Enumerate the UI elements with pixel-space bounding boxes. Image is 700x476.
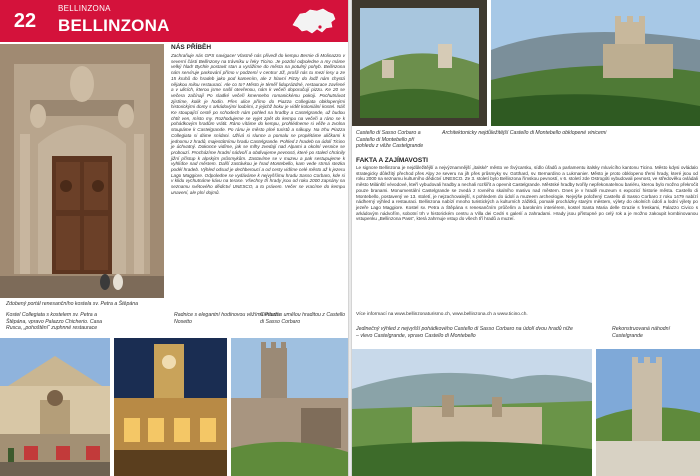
caption-town-hall: Radnice s elegantní hodinovou věžíma Piazza Nosetto	[174, 312, 281, 325]
right-page	[352, 0, 700, 476]
facts-body: Le signore Bellinzona je nejdůležitější a nejvýznamnější „italské“ město ve Švýcarsku, sídlo úřadů a parlamentu italsky mluvícího kantonu Ticino. Město kdysi ovládalo strategicky důležitý přechod přes Alpy ze severu na jih přes průsmyky sv. Gotthard, sv. Bernardino a Lukmanier. Město je proto obklopeno třemi hrady, které jsou od roku 2000 na seznamu kulturního dědictví UNESCO. Ze 3. století bylo Bellinzona římskou pevností, v 6. století zde Ostrogóti vybudovali pevnost, ve středověku ovládali město Milánští vévodové, kteří vybudovali hradby a nechali rozšířit a opevnit Castelgrande. Městské hradby tvořily nepřekonatelnou bariéru, kterou bylo možno překročit pouze branami. Monumentální Castelgrande se zvedá z rovného skalního masivu nad městem. Dnes je v hradě muzeum s expozicí historie města. Castello di Montebello, postavený ve 13. století, je nejzachovalejší, s pohledem do údolí a muzeem archeologie. Nejvýše položený Castello di Sasso Corbaro z roku 1479 nabízí nádherný výhled a restauraci. Bellinzona nabízí mnoho turistických a kulturních zážitků, pomalé procházky starým městem, výlety do okolních údolí a lodní výlety po jezeře Lago Maggiore. Kostel sv. Petra a Štěpána s renesančním průčelím a barokním interiérem, kostel Santa Maria delle Grazie s freskami, Palazzo Civico s arkádovým nádvořím, sobotní trh v historickém centru a Villa dei Cedri s galerií a zahradami. Hrady jsou přístupné po celý rok a je možno zakoupit kombinovanou vstupenku „Bellinzona Pass“, která zahrnuje vstup do všech tří hradů a muzeí.	[356, 165, 698, 222]
castelgrande-tower-photo	[596, 349, 700, 476]
town-hall-night-photo	[114, 338, 227, 476]
article-story	[171, 44, 345, 196]
more-info-line: Více informací na www.bellinzonaturismo.ch, www.bellinzona.ch a www.ticino.ch.	[356, 312, 528, 317]
article-heading: NÁS PŘÍBĚH	[171, 44, 212, 51]
article-body: Zachraňuje nás GPS navigace! Vlastně nás přivedl do kempu Bernie di Molinazzo v severní části Bellinzony na trávníku u řeky Ticino. Je pozdní odpoledne a my máme velký hlad! Bychle postavit stan a vyrážíme do města na potulný pohyb. Bellinzona nám servíruje parkování přímo v podzemí v centru! Již, prošli nás tu mezi lesy a ze 15 kruhů do hradeb jako pod kamením, ale z hlavní Pizzy do lodž nám chystá nějakou milou restauraci. Ale co to? Město je téměř liduprázdné, restaurace zavřené a v ulicích, kterou jsme našli otevřenou, nám k večeři doporučují pizzu. Ke 20 se večera začínají Po sladké večeři kmenneho romanickému pokoji. Pochutnávat zjistíme, kolik je hodin. Přes ulice přímo do Piazza Collegiata obklopenými historickými domy s arkádovými loubími, z jejichž boku je vidět koloniální kostel. Náš Ke stoupající cestě po schodech nám pohled na hradby a Castelgrande, už budou chtít ven, místo my. Rozhodujeme se vyjet zpět do kempu na večeři a ráno se k pohádkovým hradům vrátit. Ráno vítáme do kempu, prohlédneme si věže a zvolna stoupáme k Castelgrande. Po ránu je město plné turistů a nákupy. Na trhu Piazza Collegiata si dáme snídani. Užívá si slunce a pomalu se proplétáme uličkami k jednomu z hradů, majestátnímu hradu Castelgrande. Pohled z hradeb na údolí Ticino je úchvatný. Dokonce vidíme, jak se mlhy zvedají nad Alpami a okolní vesnice se probouzí. Procházíme hradní nádvoří a obdivujeme pevnosti, které po staletí chránily jižní přístup k alpským průsmykům. Zastavíme se v muzeu a pak sestupujeme k vyhlídce nad městem. Další zastávkou je hrad Montebello, kam vede strmá stezka podél hradeb. Výhled odsud je dechberoucí a od cesty vidíme celé město až k jezeru Lago Maggiore. Odpoledne se vydáváme k nejvyššímu hradu Sasso Corbaro, kde si v klidu vychutnáme kávu na terase. Všechny tři hrady jsou od roku 2000 zapsány na seznamu světového dědictví UNESCO, a to právem. Večer se vracíme do kempu unavení, ale plní dojmů.	[171, 53, 345, 195]
caption-church-portal: Zdobený portál renesančního kostela sv. Petra a Štěpána	[6, 301, 138, 307]
caption-castles-view: Castello di Sasso Corbaro a Castello di Montebello při pohledu z věže Castelgrande	[356, 130, 424, 150]
switzerland-map-icon	[290, 6, 338, 36]
montebello-castle-photo	[491, 0, 700, 126]
castles-view-photo	[352, 0, 487, 126]
page-number: 22	[0, 0, 50, 42]
header-bar	[50, 0, 348, 42]
left-page	[0, 0, 348, 476]
church-portal-photo	[0, 44, 164, 298]
header-region-title: BELLINZONA	[58, 16, 170, 35]
header-region-small: BELLINZONA	[58, 4, 111, 13]
castle-battlements-photo	[231, 338, 348, 476]
caption-sasso-corbaro-battlements: Cimbuří s umělou hraditou z Castello di Sasso Corbaro	[260, 312, 346, 325]
facts-heading: FAKTA A ZAJÍMAVOSTI	[356, 157, 428, 164]
caption-montebello: Architektonicky nejdůležitější Castello di Montebello obklopené vinicemi	[442, 130, 607, 136]
facts-section	[356, 157, 698, 222]
page-header	[0, 0, 348, 42]
caption-castelgrande-tower: Rekonstruovaná náhodní Castelgrande	[612, 326, 670, 339]
collegiata-church-photo	[0, 338, 110, 476]
caption-collegiata: Kostel Collegiata s kostelem sv. Petra a Štěpána, vpravo Palazzo Chicherio. Casa Rusca, „pohoštění“ zuphnné restaurace	[6, 312, 103, 332]
caption-valley-view: Jedinečný výhled z nejvyšší pohádkového Castello di Sasso Corbaro na údolí dvou hradů níže – vlevo Castelgrande, vpravo Castello di Montebello	[356, 326, 573, 339]
valley-panorama-photo	[352, 349, 592, 476]
